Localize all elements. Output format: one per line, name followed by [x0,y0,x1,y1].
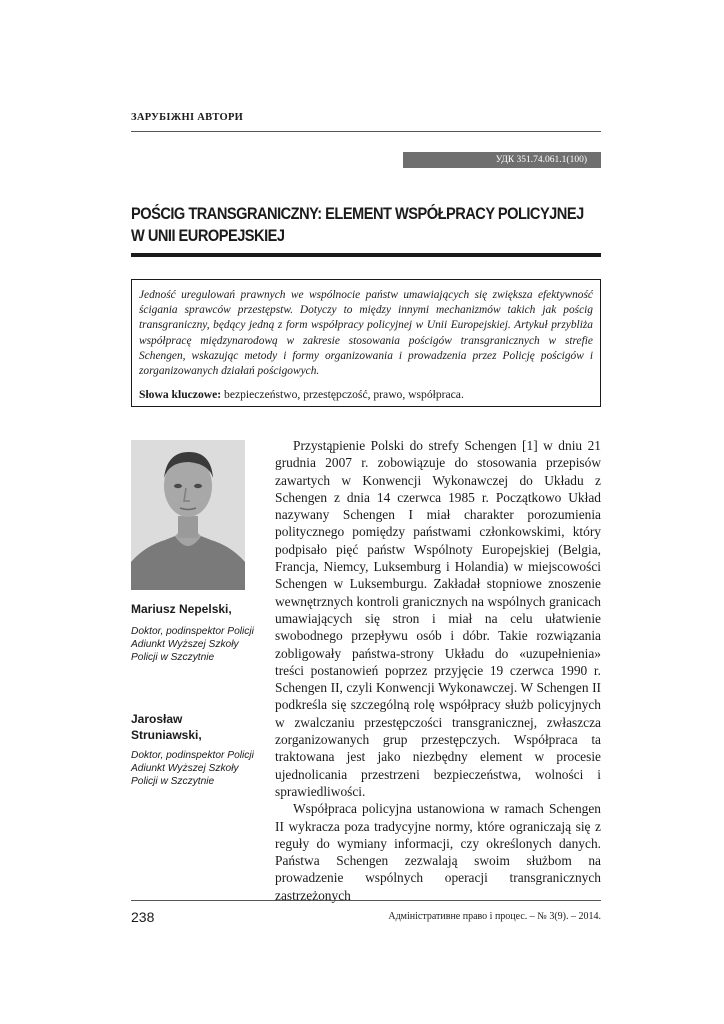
article-title [131,203,584,247]
author-1-description: Doktor, podinspektor Policji Adiunkt Wyższej Szkoły Policji w Szczytnie [131,626,254,663]
body-paragraph-2: Współpraca policyjna ustanowiona w ramach Schengen II wykracza poza tradycyjne normy, które ograniczają się z reguły do wymiany informacji, czy określonych danych. Państwa Schengen zezwalają swoim służbom na prowadzenie wspólnych operacji transgranicznych zastrzeżonych [275,801,601,903]
author-1-name: Mariusz Nepelski, [131,602,232,616]
journal-citation: Адміністративне право і процес. – № 3(9). – 2014. [388,911,601,922]
header-divider [131,131,601,132]
article-body [275,437,601,904]
author-photo [131,440,245,590]
footer-divider [131,900,601,901]
author-2-name: Jarosław Struniawski, [131,712,202,742]
keywords-label: Słowa kluczowe: [139,388,222,402]
title-divider [131,253,601,257]
author-2-description: Doktor, podinspektor Policji Adiunkt Wyższej Szkoły Policji w Szczytnie [131,750,254,787]
udc-code-badge: УДК 351.74.061.1(100) [403,152,601,168]
section-label: ЗАРУБІЖНІ АВТОРИ [131,112,244,123]
keywords [139,387,593,402]
body-paragraph-1: Przystąpienie Polski do strefy Schengen [1] w dniu 21 grudnia 2007 r. zobowiązuje do stosowania przepisów zawartych w Konwencji Wykonawczej do Układu z Schengen z dnia 14 czerwca 1985 r. Początkowo Układ nazywany Schengen I miał charakter porozumienia politycznego pomiędzy państwami członkowskimi, który podpisało pięć państw Wspólnoty Europejskiej (Belgia, Francja, Niemcy, Luksemburg i Holandia) w miejscowości Schengen w Luksemburgu. Zakładał stopniowe znoszenie wewnętrznych kontroli granicznych na wspólnych granicach umawiających się stron i miał na celu ułatwienie swobodnego przepływu osób i dóbr. Takie rozwiązania zobligowały państwa-strony Układu do «uzupełnienia» treści postanowień poprzez przyjęcie 19 czerwca 1990 r. Schengen II, czyli Konwencji Wykonawczej. W Schengen II podkreśla się szczególną rolę współpracy służb policyjnych w zwalczaniu przestępczości transgranicznej, zwłaszcza zorganizowanych grup przestępczych. Współpraca ta traktowana jest jako niezbędny element w procesie ujednolicania przestrzeni bezpieczeństwa, wolności i sprawiedliwości. [275,438,601,799]
title-line-1: POŚCIG TRANSGRANICZNY: ELEMENT WSPÓŁPRACY POLICYJNEJ [131,204,584,223]
keywords-list: bezpieczeństwo, przestępczość, prawo, współpraca. [224,388,464,402]
abstract-text: Jedność uregulowań prawnych we wspólnocie państw umawiających się zwiększa efektywność ścigania sprawców przestępstw. Dotyczy to między innymi mechanizmów takich jak pościg transgraniczny, będący jedną z form współpracy policyjnej w Unii Europejskiej. Artykuł przybliża współpracę międzynarodową w zakresie stosowania pościgów transgranicznych w strefie Schengen, wskazując metody i formy organizowania i prowadzenia przez Policję pościgów i zorganizowanych działań pościgowych. [139,289,593,378]
title-line-2: W UNII EUROPEJSKIEJ [131,226,285,245]
page-number: 238 [131,909,155,925]
author-portrait-image [131,440,245,590]
abstract-box [131,279,601,407]
